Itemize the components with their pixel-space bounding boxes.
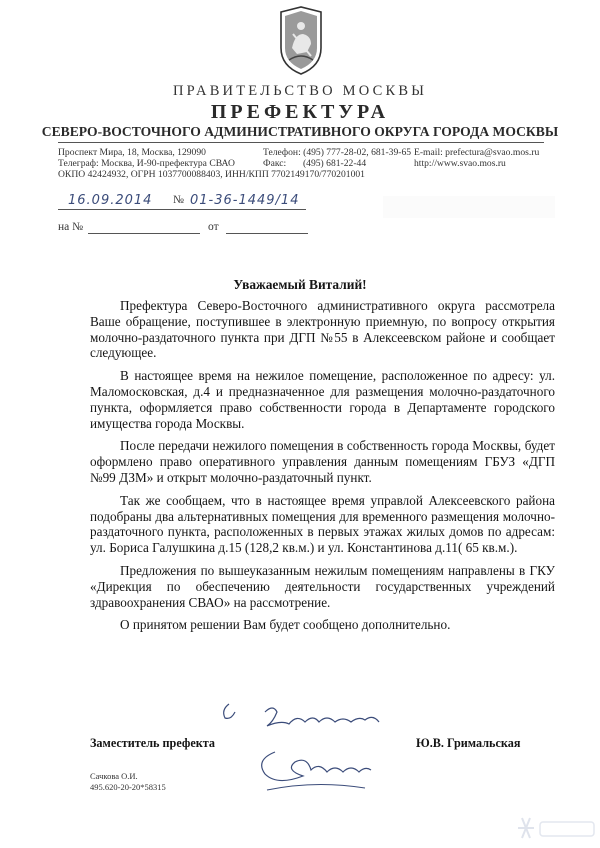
reference-date-label: от [208,221,219,233]
registration-number-label: № [173,194,184,206]
signatory-name: Ю.В. Гримальская [416,736,521,750]
reference-number-line [88,233,200,234]
letter-body [90,298,555,640]
letter-paragraph: В настоящее время на нежилое помещение, расположенное по адресу: ул. Маломосковская, д.4 и предназначенное для размещения молочно-раздаточного пункта, оформляется право собственности города в Департаменте городского имущества города Москвы. [90,368,555,431]
executor-phone: 495.620-20-20*58315 [90,781,166,792]
registry-ids-line: ОКПО 42424932, ОГРН 1037700088403, ИНН/КПП 7702149170/770201001 [58,169,365,180]
fax-line: Факс: (495) 681-22-44 [263,158,367,169]
watermark-logo-icon [514,814,598,844]
executor-name: Сачкова О.И. [90,771,138,781]
letter-paragraph: О принятом решении Вам будет сообщено дополнительно. [120,617,451,633]
telegraph-line: Телеграф: Москва, И-90-префектура СВАО [58,158,235,169]
website-line: http://www.svao.mos.ru [414,158,506,169]
registration-date: 16.09.2014 [68,193,153,208]
reference-date-line [226,233,308,234]
redacted-addressee-area [383,196,555,218]
registration-line [58,209,306,210]
moscow-coat-of-arms-icon [275,4,327,76]
letter-paragraph: Предложения по вышеуказанным нежилым помещениям направлены в ГКУ «Дирекция по обеспечению деятельности государственных учреждений здравоохранения СВАО» на рассмотрение. [90,562,555,610]
letter-paragraph: После передачи нежилого помещения в собственность города Москвы, будет оформлено право оперативного управления данным помещениям ГБУЗ «ДГП №99 ДЗМ» и открыт молочно-раздаточный пункт. [90,438,555,485]
district-title: СЕВЕРО-ВОСТОЧНОГО АДМИНИСТРАТИВНОГО ОКРУГА ГОРОДА МОСКВЫ [41,124,559,139]
phone-line: Телефон: (495) 777-28-02, 681-39-65 [263,147,412,158]
reference-number-label: на № [58,221,84,233]
signatory-position: Заместитель префекта [90,736,215,750]
header-divider [58,142,544,143]
executor-info [90,771,166,792]
registration-number: 01-36-1449/14 [190,193,300,208]
email-line: E-mail: prefectura@svao.mos.ru [414,147,540,158]
prefecture-title: ПРЕФЕКТУРА [210,101,390,123]
letter-paragraph: Так же сообщаем, что в настоящее время управлой Алексеевского района подобраны два альтернативных помещения для временного размещения молочно-раздаточного пункта, расположенных в первых этажах жилых домов по адресам: ул. Бориса Галушкина д.15 (128,2 кв.м.) и ул. Константинова д.11( 65 кв.м.). [90,492,555,556]
government-title: ПРАВИТЕЛЬСТВО МОСКВЫ [172,83,428,99]
handwritten-signature [215,700,400,805]
letter-greeting: Уважаемый Виталий! [233,277,367,292]
address-line: Проспект Мира, 18, Москва, 129090 [58,147,206,158]
letter-paragraph: Префектура Северо-Восточного административного округа рассмотрела Ваше обращение, поступившее в электронную приемную, по вопросу открытия молочно-раздаточного пункта при ДГП №55 в Алексеевском районе и сообщает следующее. [90,298,555,361]
